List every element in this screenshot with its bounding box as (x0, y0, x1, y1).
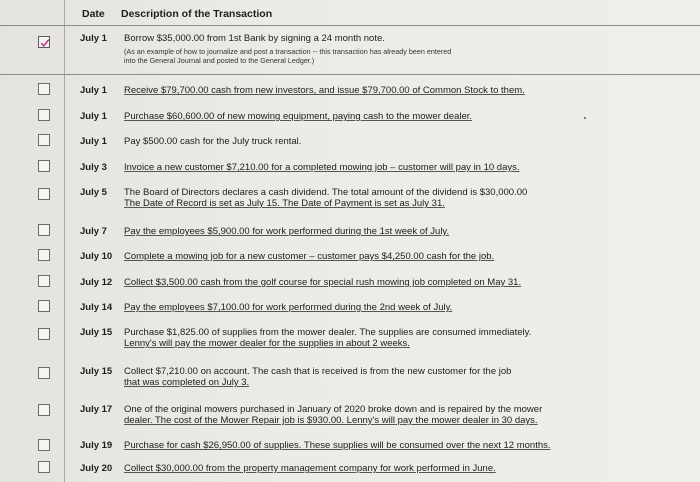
transaction-row (0, 80, 700, 102)
transaction-description: Purchase for cash $26,950.00 of supplies. These supplies will be consumed over the next 12 months. (124, 440, 551, 451)
transaction-description: Purchase $60,600.00 of new mowing equipment, paying cash to the mower dealer. (124, 111, 473, 122)
transaction-date: July 12 (80, 277, 113, 288)
transaction-date: July 1 (80, 136, 107, 147)
header-date: Date (82, 8, 105, 20)
transaction-checkbox[interactable] (38, 188, 50, 200)
header-description: Description of the Transaction (121, 8, 273, 20)
transaction-date: July 10 (80, 251, 113, 262)
transaction-description: Borrow $35,000.00 from 1st Bank by signing a 24 month note. (124, 33, 385, 44)
transaction-description-line1: Purchase $1,825.00 of supplies from the mower dealer. The supplies are consumed immediately. (124, 327, 532, 338)
row-divider (0, 74, 700, 75)
transaction-checkbox[interactable] (38, 439, 50, 451)
transaction-date: July 3 (80, 162, 107, 173)
transaction-description-line2: that was completed on July 3. (124, 377, 250, 388)
transaction-row (0, 458, 700, 478)
transaction-description: Pay $500.00 cash for the July truck rental. (124, 136, 302, 147)
transaction-checkbox[interactable] (38, 367, 50, 379)
transaction-checkbox[interactable] (38, 461, 50, 473)
checkmark-icon (39, 37, 51, 49)
transaction-description-line1: The Board of Directors declares a cash dividend. The total amount of the dividend is $30,000.00 (124, 187, 528, 198)
transaction-row (0, 221, 700, 243)
transaction-date: July 1 (80, 85, 107, 96)
transaction-description-line2: The Date of Record is set as July 15. The Date of Payment is set as July 31. (124, 198, 445, 209)
transaction-description: Complete a mowing job for a new customer – customer pays $4,250.00 cash for the job. (124, 251, 495, 262)
transaction-description: Invoice a new customer $7,210.00 for a completed mowing job – customer will pay in 10 days. (124, 162, 520, 173)
transaction-row (0, 400, 700, 434)
transaction-checkbox[interactable] (38, 328, 50, 340)
transaction-row (0, 106, 700, 128)
transaction-description: Receive $79,700.00 cash from new investors, and issue $79,700.00 of Common Stock to them. (124, 85, 525, 96)
transaction-description: Collect $3,500.00 cash from the golf course for special rush mowing job completed on May 31. (124, 277, 522, 288)
transaction-checkbox[interactable] (38, 300, 50, 312)
transaction-checkbox[interactable] (38, 109, 50, 121)
transaction-date: July 1 (80, 111, 107, 122)
table-header (0, 8, 700, 24)
transaction-date: July 7 (80, 226, 107, 237)
transaction-row (0, 322, 700, 356)
transaction-date: July 1 (80, 33, 107, 44)
example-note-line2: into the General Journal and posted to the General Ledger.) (124, 56, 315, 65)
transaction-date: July 19 (80, 440, 113, 451)
transaction-checkbox[interactable] (38, 83, 50, 95)
transaction-checkbox[interactable] (38, 404, 50, 416)
transaction-checkbox[interactable] (38, 134, 50, 146)
transaction-date: July 20 (80, 463, 113, 474)
transaction-row (0, 131, 700, 153)
transaction-date: July 14 (80, 302, 113, 313)
transaction-date: July 5 (80, 187, 107, 198)
transaction-row (0, 272, 700, 294)
transaction-checkbox[interactable] (38, 224, 50, 236)
transaction-description-line1: One of the original mowers purchased in January of 2020 broke down and is repaired by the mower (124, 404, 543, 415)
transaction-row (0, 297, 700, 319)
example-note-line1: (As an example of how to journalize and post a transaction -- this transaction has already been entered (124, 47, 452, 56)
transaction-row (0, 246, 700, 268)
transaction-checkbox[interactable] (38, 160, 50, 172)
transaction-description: Pay the employees $5,900.00 for work performed during the 1st week of July. (124, 226, 450, 237)
transaction-description: Pay the employees $7,100.00 for work performed during the 2nd week of July. (124, 302, 453, 313)
transaction-row (0, 361, 700, 395)
transaction-date: July 17 (80, 404, 113, 415)
example-checkbox[interactable] (38, 36, 50, 48)
transaction-description: Collect $30,000.00 from the property management company for work performed in June. (124, 463, 496, 474)
transaction-date: July 15 (80, 366, 113, 377)
transaction-date: July 15 (80, 327, 113, 338)
transaction-description-line2: Lenny's will pay the mower dealer for the supplies in about 2 weeks. (124, 338, 410, 349)
transaction-checkbox[interactable] (38, 249, 50, 261)
example-transaction-row (0, 26, 700, 74)
stray-mark (584, 117, 586, 119)
transaction-description-line2: dealer. The cost of the Mower Repair job is $930.00. Lenny's will pay the mower dealer in 30 days. (124, 415, 538, 426)
transaction-row (0, 436, 700, 456)
transaction-row (0, 182, 700, 216)
transaction-checkbox[interactable] (38, 275, 50, 287)
transaction-description-line1: Collect $7,210.00 on account. The cash that is received is from the new customer for the job (124, 366, 512, 377)
transaction-row (0, 157, 700, 179)
